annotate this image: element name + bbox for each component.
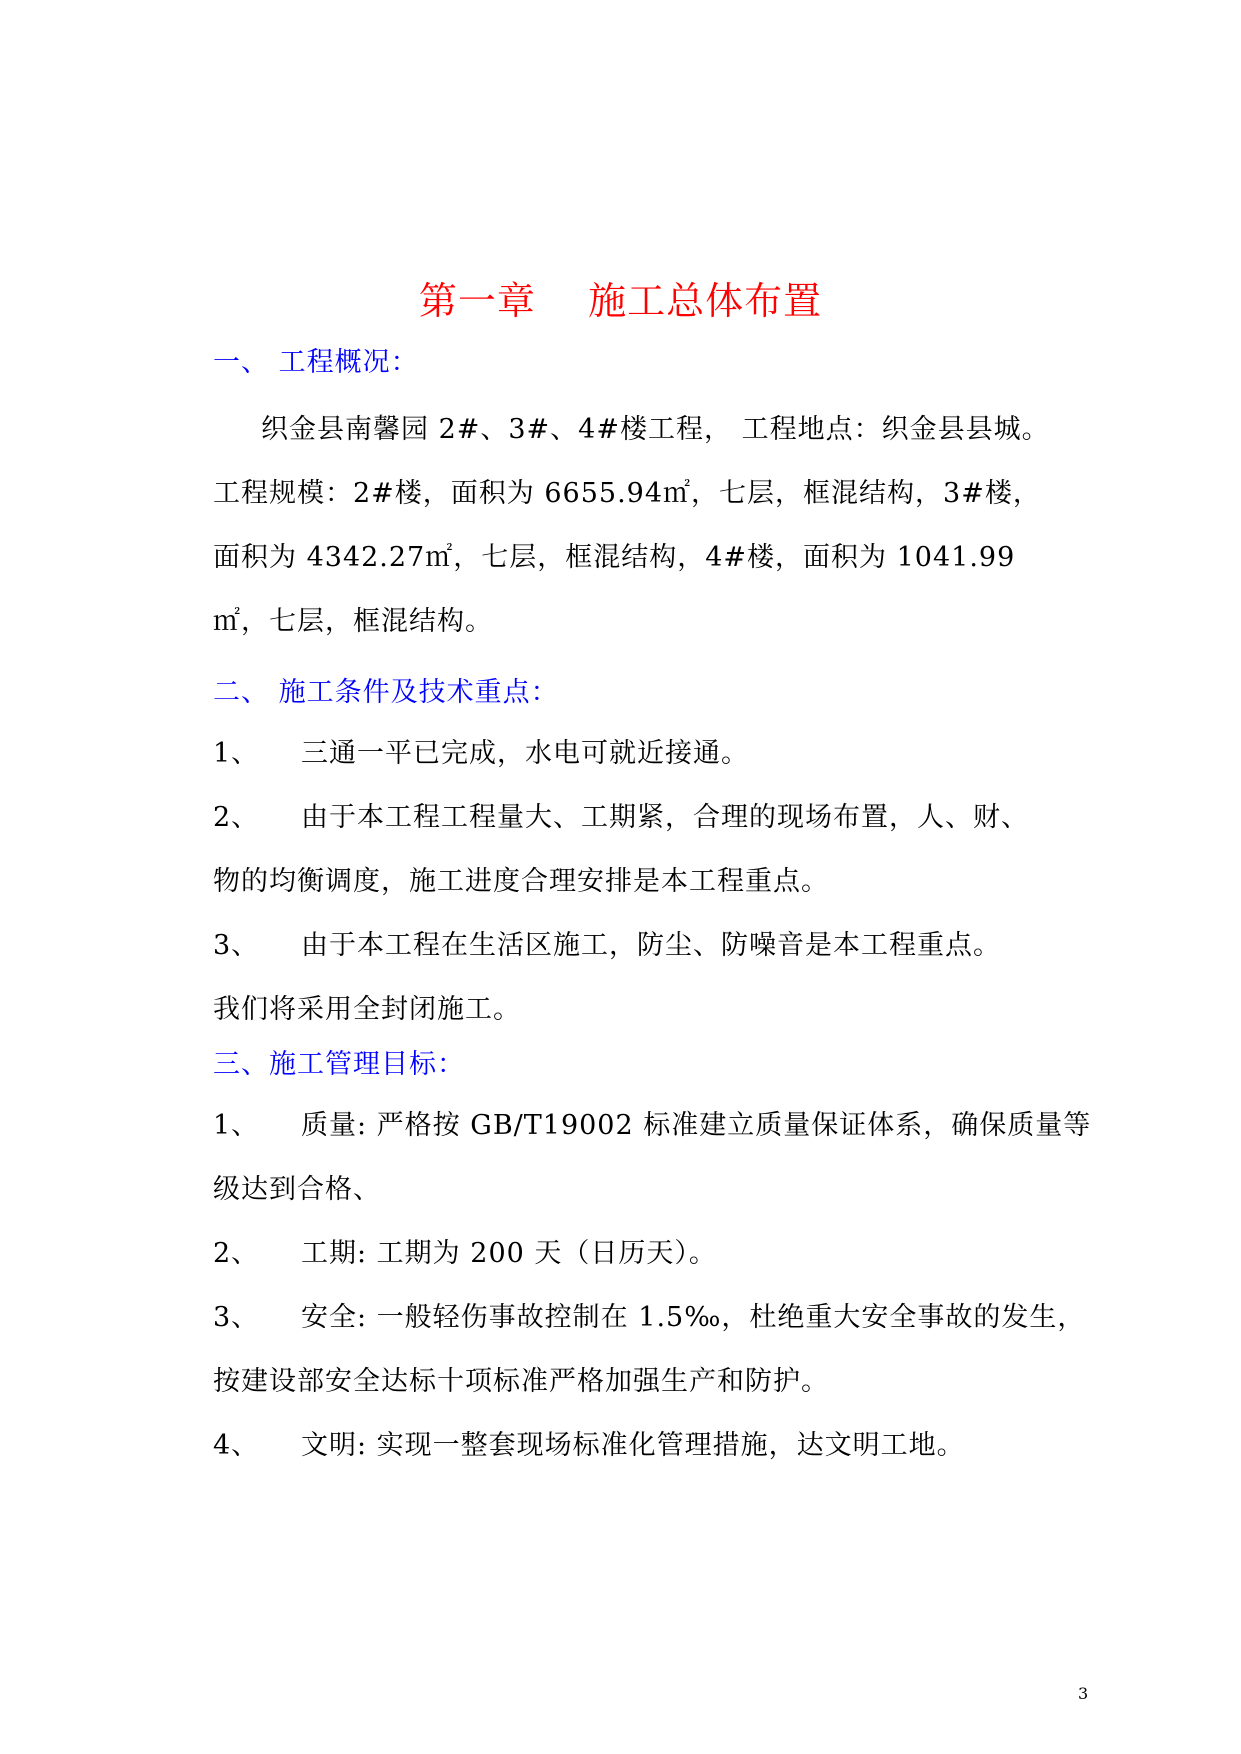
section-1-body (213, 398, 1093, 654)
list-item (213, 1222, 1093, 1286)
item-number: 1、 (213, 738, 260, 769)
paragraph-line: 工程规模：2#楼，面积为 6655.94㎡，七层，框混结构，3#楼， (213, 478, 1041, 509)
chapter-title: 第一章 施工总体布置 (418, 279, 823, 323)
item-number: 3、 (213, 930, 260, 961)
item-text: 三通一平已完成，水电可就近接通。 (301, 738, 749, 769)
section-heading-3: 三、施工管理目标： (213, 1049, 465, 1080)
item-text: 工期: 工期为 200 天（日历天）。 (301, 1238, 717, 1269)
list-item (213, 1286, 1093, 1350)
item-number: 4、 (213, 1430, 260, 1461)
item-number: 2、 (213, 1238, 260, 1269)
item-continuation: 我们将采用全封闭施工。 (213, 994, 521, 1025)
page-number: 3 (1078, 1684, 1089, 1703)
item-continuation: 级达到合格、 (213, 1174, 381, 1205)
item-text: 安全: 一般轻伤事故控制在 1.5‰，杜绝重大安全事故的发生， (301, 1302, 1086, 1333)
item-continuation: 按建设部安全达标十项标准严格加强生产和防护。 (213, 1366, 829, 1397)
section-heading-2: 二、 施工条件及技术重点： (213, 677, 559, 708)
item-text: 由于本工程在生活区施工，防尘、防噪音是本工程重点。 (301, 930, 1001, 961)
list-item (213, 914, 1093, 978)
paragraph-line: ㎡，七层，框混结构。 (213, 606, 493, 637)
section-heading-1: 一、 工程概况： (213, 347, 419, 378)
list-item (213, 786, 1093, 850)
item-text: 文明: 实现一整套现场标准化管理措施，达文明工地。 (301, 1430, 965, 1461)
list-item (213, 722, 1093, 786)
item-continuation: 物的均衡调度，施工进度合理安排是本工程重点。 (213, 866, 829, 897)
section-2-body (213, 722, 1093, 1042)
list-item (213, 1094, 1093, 1158)
paragraph-line: 面积为 4342.27㎡，七层，框混结构，4#楼，面积为 1041.99 (213, 542, 1016, 573)
item-number: 1、 (213, 1110, 260, 1141)
paragraph-line: 织金县南馨园 2#、3#、4#楼工程， 工程地点：织金县县城。 (261, 414, 1050, 445)
item-text: 质量: 严格按 GB/T19002 标准建立质量保证体系，确保质量等 (301, 1110, 1092, 1141)
list-item (213, 1414, 1093, 1478)
item-text: 由于本工程工程量大、工期紧，合理的现场布置，人、财、 (301, 802, 1029, 833)
section-3-body (213, 1094, 1093, 1478)
item-number: 2、 (213, 802, 260, 833)
item-number: 3、 (213, 1302, 260, 1333)
